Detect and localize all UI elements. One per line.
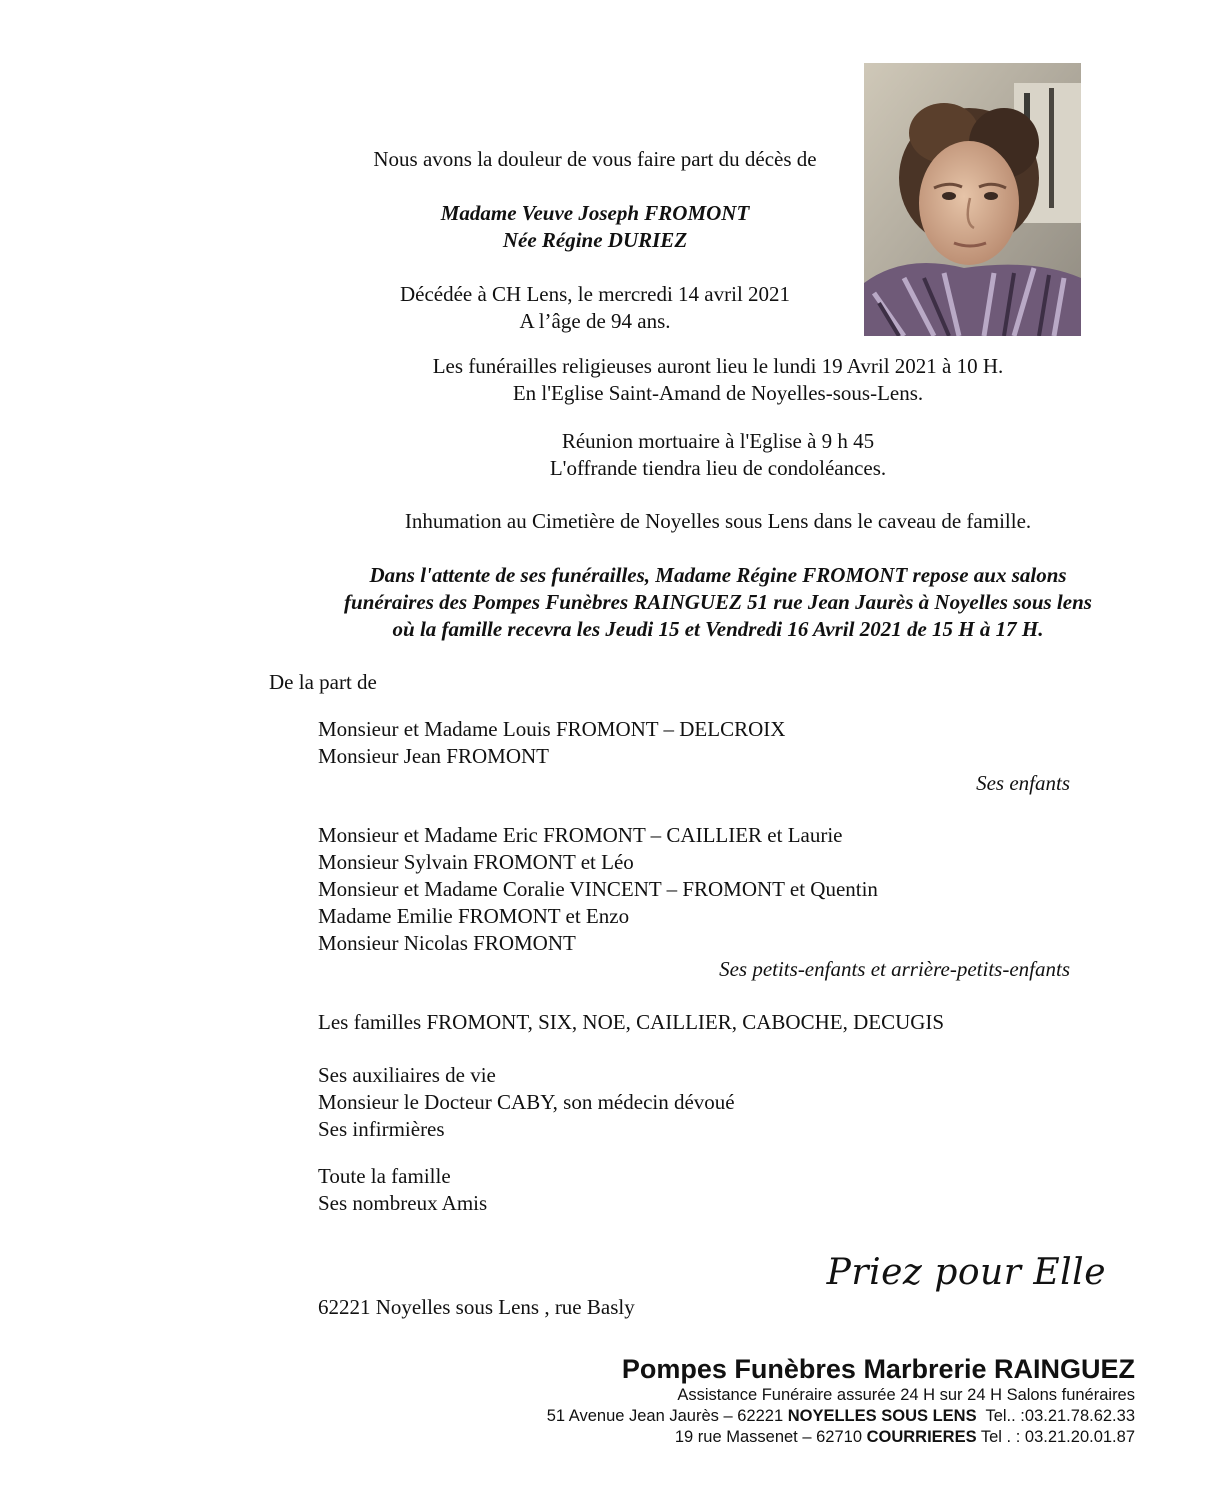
death-line-1: Décédée à CH Lens, le mercredi 14 avril 2021 <box>399 282 791 306</box>
funeral-line-2: En l'Eglise Saint-Amand de Noyelles-sous-Lens. <box>512 381 924 405</box>
company-name: Pompes Funèbres Marbrerie RAINGUEZ <box>621 1354 1135 1384</box>
portrait-photo-icon <box>864 63 1081 336</box>
grandchildren-label: Ses petits-enfants et arrière-petits-enfants <box>719 957 1070 981</box>
viewing-notice <box>250 562 1186 643</box>
address-2-street: 19 rue Massenet – 62710 <box>674 1428 867 1446</box>
address-2-phone: Tel . : 03.21.20.01.87 <box>976 1428 1135 1446</box>
list-item: Ses infirmières <box>318 1117 445 1141</box>
prayer-signature: Priez pour Elle <box>826 1252 1106 1293</box>
intro-line: Nous avons la douleur de vous faire part du décès de <box>373 147 817 171</box>
address-1-phone: Tel.. :03.21.78.62.33 <box>976 1407 1135 1425</box>
list-item: Monsieur et Madame Eric FROMONT – CAILLIER et Laurie <box>318 823 843 847</box>
funeral-home-footer <box>547 1353 1135 1448</box>
list-item: Monsieur Nicolas FROMONT <box>318 931 576 955</box>
funeral-info <box>268 353 1168 407</box>
list-item: Monsieur Sylvain FROMONT et Léo <box>318 850 634 874</box>
children-list <box>318 716 1078 770</box>
list-item: Monsieur et Madame Coralie VINCENT – FROMONT et Quentin <box>318 877 878 901</box>
address-1-city: NOYELLES SOUS LENS <box>787 1407 977 1425</box>
grandchildren-list <box>318 822 1078 957</box>
company-tagline: Assistance Funéraire assurée 24 H sur 24 H Salons funéraires <box>677 1386 1135 1404</box>
name-line-1: Madame Veuve Joseph FROMONT <box>440 201 750 225</box>
company-address-2 <box>547 1427 1135 1448</box>
children-label: Ses enfants <box>976 771 1070 795</box>
burial-line: Inhumation au Cimetière de Noyelles sous Lens dans le caveau de famille. <box>404 509 1032 533</box>
address-1-street: 51 Avenue Jean Jaurès – 62221 <box>546 1407 788 1425</box>
home-address: 62221 Noyelles sous Lens , rue Basly <box>318 1295 635 1319</box>
family-intro: De la part de <box>269 670 377 694</box>
burial-info <box>268 508 1168 535</box>
list-item: Ses nombreux Amis <box>318 1191 488 1215</box>
address-2-city: COURRIERES <box>866 1428 977 1446</box>
death-line-2: A l’âge de 94 ans. <box>519 309 671 333</box>
deceased-name <box>330 200 860 254</box>
families-line: Les familles FROMONT, SIX, NOE, CAILLIER, CABOCHE, DECUGIS <box>318 1010 945 1034</box>
notice-line-2: funéraires des Pompes Funèbres RAINGUEZ 51 rue Jean Jaurès à Noyelles sous lens <box>344 590 1092 614</box>
meeting-line-2: L'offrande tiendra lieu de condoléances. <box>549 456 887 480</box>
others-list <box>318 1163 487 1217</box>
notice-line-1: Dans l'attente de ses funérailles, Madame Régine FROMONT repose aux salons <box>369 563 1067 587</box>
funeral-line-1: Les funérailles religieuses auront lieu le lundi 19 Avril 2021 à 10 H. <box>432 354 1004 378</box>
list-item: Ses auxiliaires de vie <box>318 1063 496 1087</box>
list-item: Toute la famille <box>318 1164 451 1188</box>
list-item: Monsieur et Madame Louis FROMONT – DELCROIX <box>318 717 786 741</box>
announcement-intro <box>330 146 860 173</box>
carers-list <box>318 1062 735 1143</box>
meeting-line-1: Réunion mortuaire à l'Eglise à 9 h 45 <box>561 429 875 453</box>
meeting-info <box>268 428 1168 482</box>
death-details <box>330 281 860 335</box>
list-item: Madame Emilie FROMONT et Enzo <box>318 904 630 928</box>
list-item: Monsieur Jean FROMONT <box>318 744 549 768</box>
portrait-photo <box>864 63 1081 336</box>
list-item: Monsieur le Docteur CABY, son médecin dévoué <box>318 1090 735 1114</box>
name-line-2: Née Régine DURIEZ <box>502 228 688 252</box>
notice-line-3: où la famille recevra les Jeudi 15 et Vendredi 16 Avril 2021 de 15 H à 17 H. <box>392 617 1044 641</box>
company-address-1 <box>547 1406 1135 1427</box>
